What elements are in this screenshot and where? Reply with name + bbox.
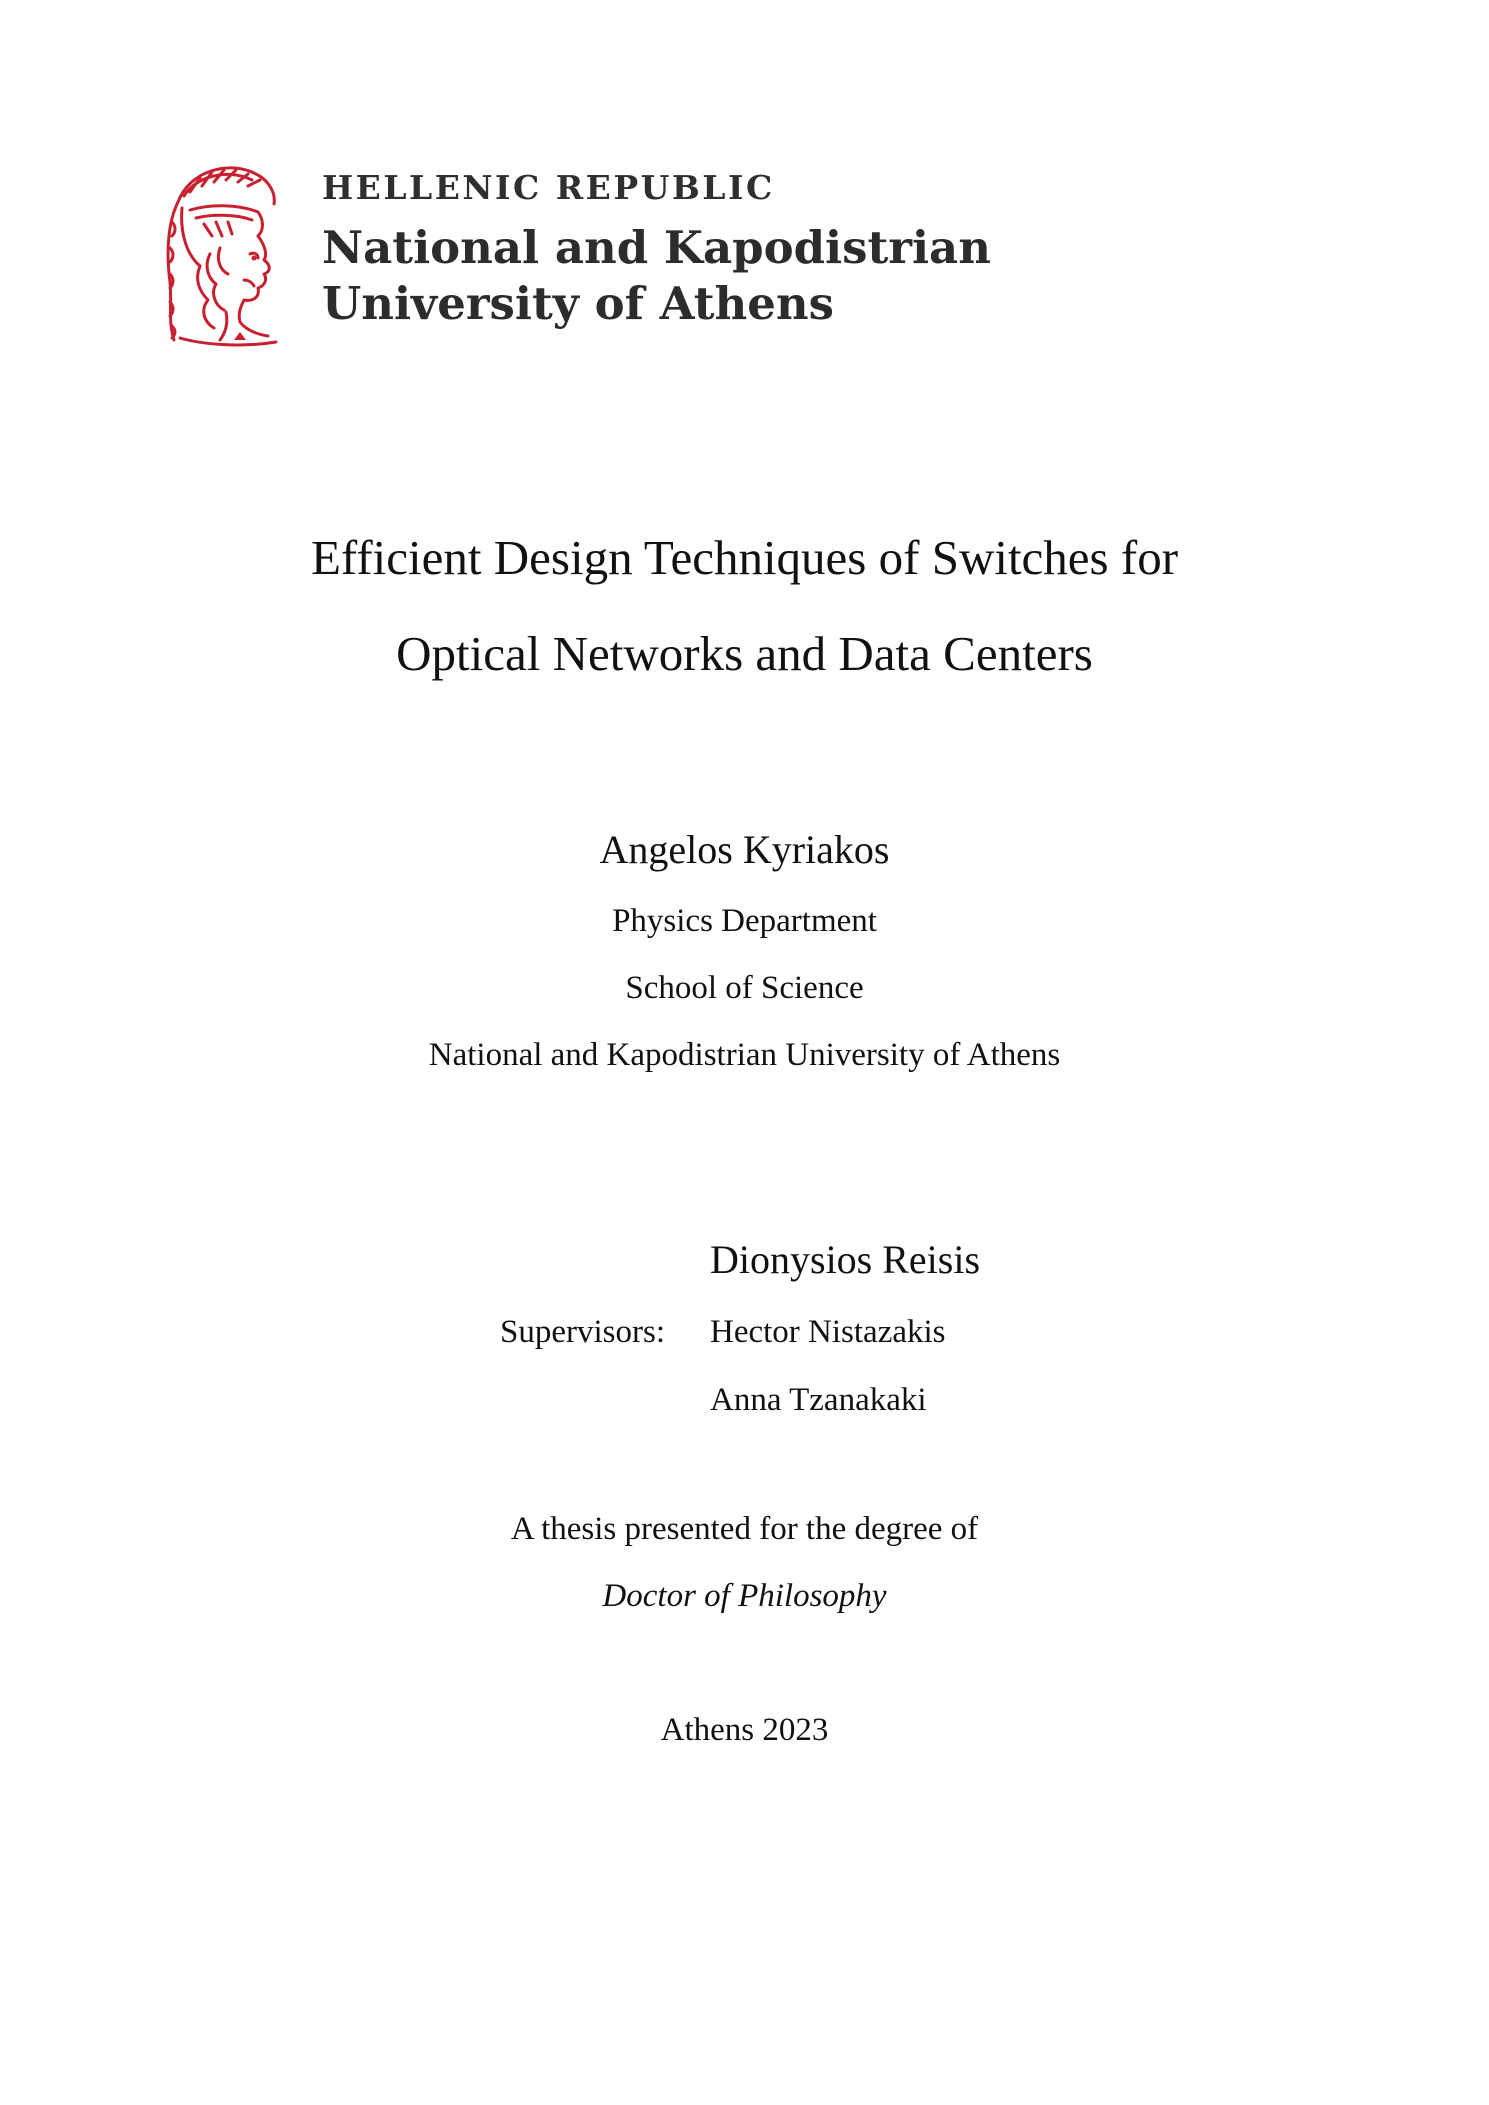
university-name-line-1: National and Kapodistrian [322, 221, 991, 274]
supervisors-block [0, 1222, 1489, 1432]
degree-statement-block [0, 1496, 1489, 1630]
athena-seal-icon [160, 162, 284, 352]
thesis-title-line-2: Optical Networks and Data Centers [396, 626, 1093, 681]
university-name-block [322, 168, 991, 332]
country-name: HELLENIC REPUBLIC [322, 168, 775, 207]
university-header [160, 158, 1010, 358]
author-affiliation [0, 888, 1489, 1089]
author-name: Angelos Kyriakos [599, 827, 890, 872]
degree-statement: A thesis presented for the degree of [510, 1511, 979, 1547]
supervisors-label: Supervisors: [500, 1314, 665, 1350]
department: Physics Department [612, 903, 877, 939]
university-name-line-2: University of Athens [322, 277, 834, 330]
degree-name: Doctor of Philosophy [602, 1578, 887, 1614]
thesis-title-line-1: Efficient Design Techniques of Switches for [310, 530, 1179, 585]
supervisor-name: Anna Tzanakaki [710, 1382, 927, 1418]
supervisor-name: Dionysios Reisis [710, 1237, 981, 1282]
thesis-title [0, 510, 1489, 702]
affiliation-university: National and Kapodistrian University of Athens [428, 1037, 1061, 1073]
school: School of Science [625, 970, 864, 1006]
supervisor-name: Hector Nistazakis [710, 1314, 946, 1350]
place-and-date: Athens 2023 [660, 1712, 829, 1748]
